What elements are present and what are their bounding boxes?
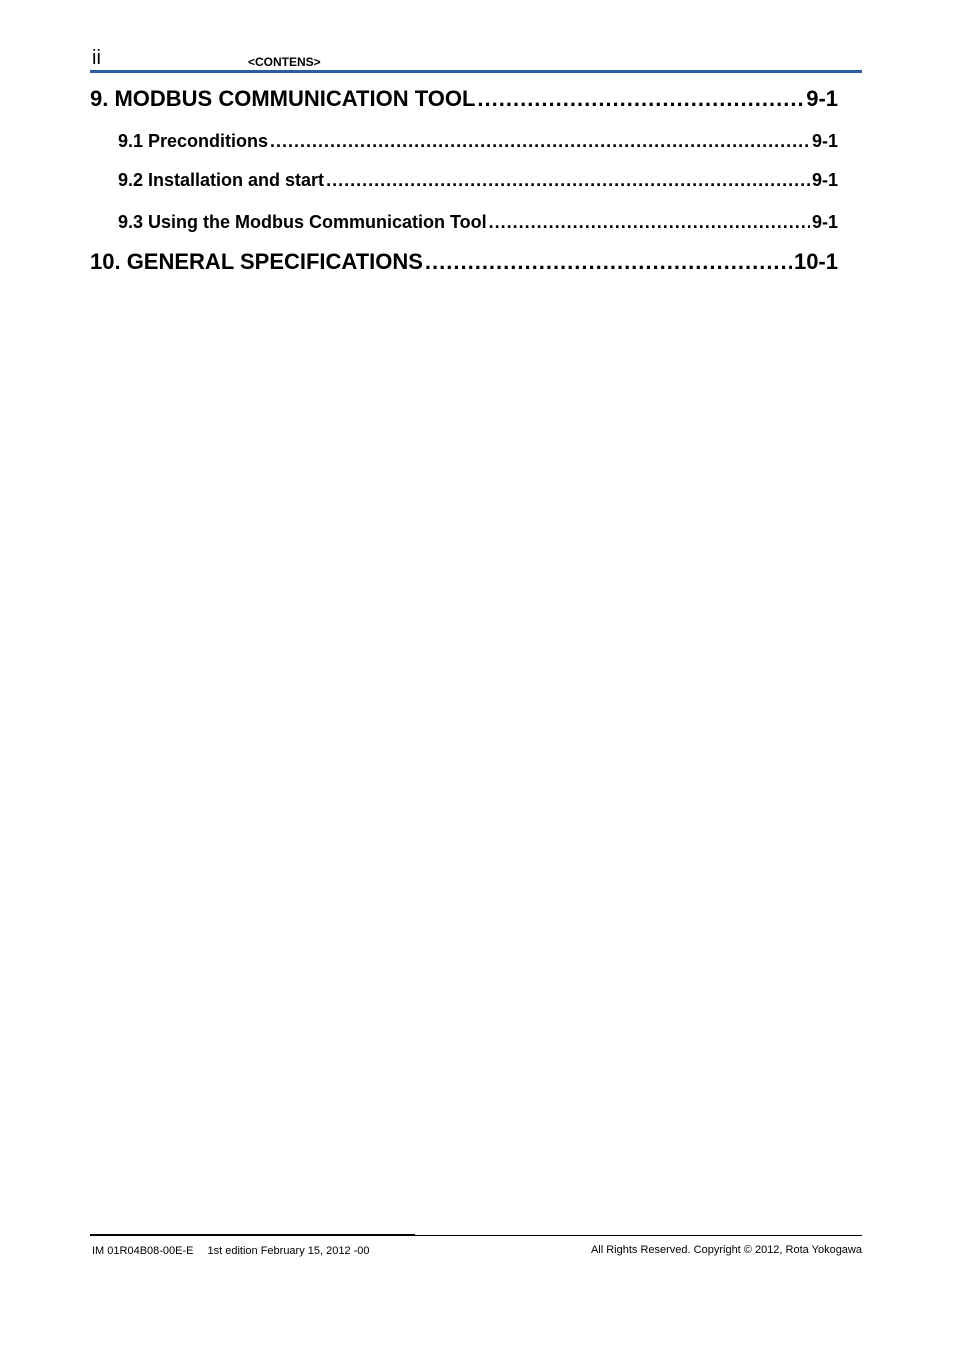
toc-leader-dots xyxy=(425,249,792,275)
toc-entry-label: 9.2 Installation and start xyxy=(118,170,325,190)
toc-entry-label: 9. MODBUS COMMUNICATION TOOL xyxy=(90,86,476,111)
toc-entry-page: 9-1 xyxy=(811,131,838,151)
page-number: ii xyxy=(92,47,101,69)
toc-entry-section-9-2[interactable] xyxy=(118,170,838,191)
page-header xyxy=(90,44,862,76)
header-title: <CONTENS> xyxy=(248,55,321,69)
toc-entry-label: 9.1 Preconditions xyxy=(118,131,269,151)
footer-doc-info xyxy=(92,1245,370,1258)
toc-entry-page: 10-1 xyxy=(793,249,838,274)
toc-entry-page: 9-1 xyxy=(811,212,838,232)
page-footer xyxy=(90,1234,862,1264)
toc-entry-page: 9-1 xyxy=(811,170,838,190)
header-rule xyxy=(90,70,862,73)
toc-leader-dots xyxy=(326,170,810,191)
toc-entry-label: 10. GENERAL SPECIFICATIONS xyxy=(90,249,423,274)
footer-edition: 1st edition February 15, 2012 -00 xyxy=(207,1245,370,1257)
toc-entry-page: 9-1 xyxy=(806,86,838,111)
toc-entry-chapter-9[interactable] xyxy=(90,86,838,112)
footer-rule xyxy=(90,1234,415,1236)
toc-entry-section-9-1[interactable] xyxy=(118,131,838,152)
toc-leader-dots xyxy=(477,86,804,112)
toc-entry-label: 9.3 Using the Modbus Communication Tool xyxy=(118,212,487,232)
toc-leader-dots xyxy=(270,131,810,152)
footer-copyright: All Rights Reserved. Copyright © 2012, Rota Yokogawa xyxy=(590,1244,862,1256)
footer-rule-thin xyxy=(415,1235,862,1236)
toc-leader-dots xyxy=(489,212,810,233)
footer-doc-id: IM 01R04B08-00E-E xyxy=(92,1245,194,1257)
toc-entry-chapter-10[interactable] xyxy=(90,249,838,275)
toc-entry-section-9-3[interactable] xyxy=(118,212,838,233)
